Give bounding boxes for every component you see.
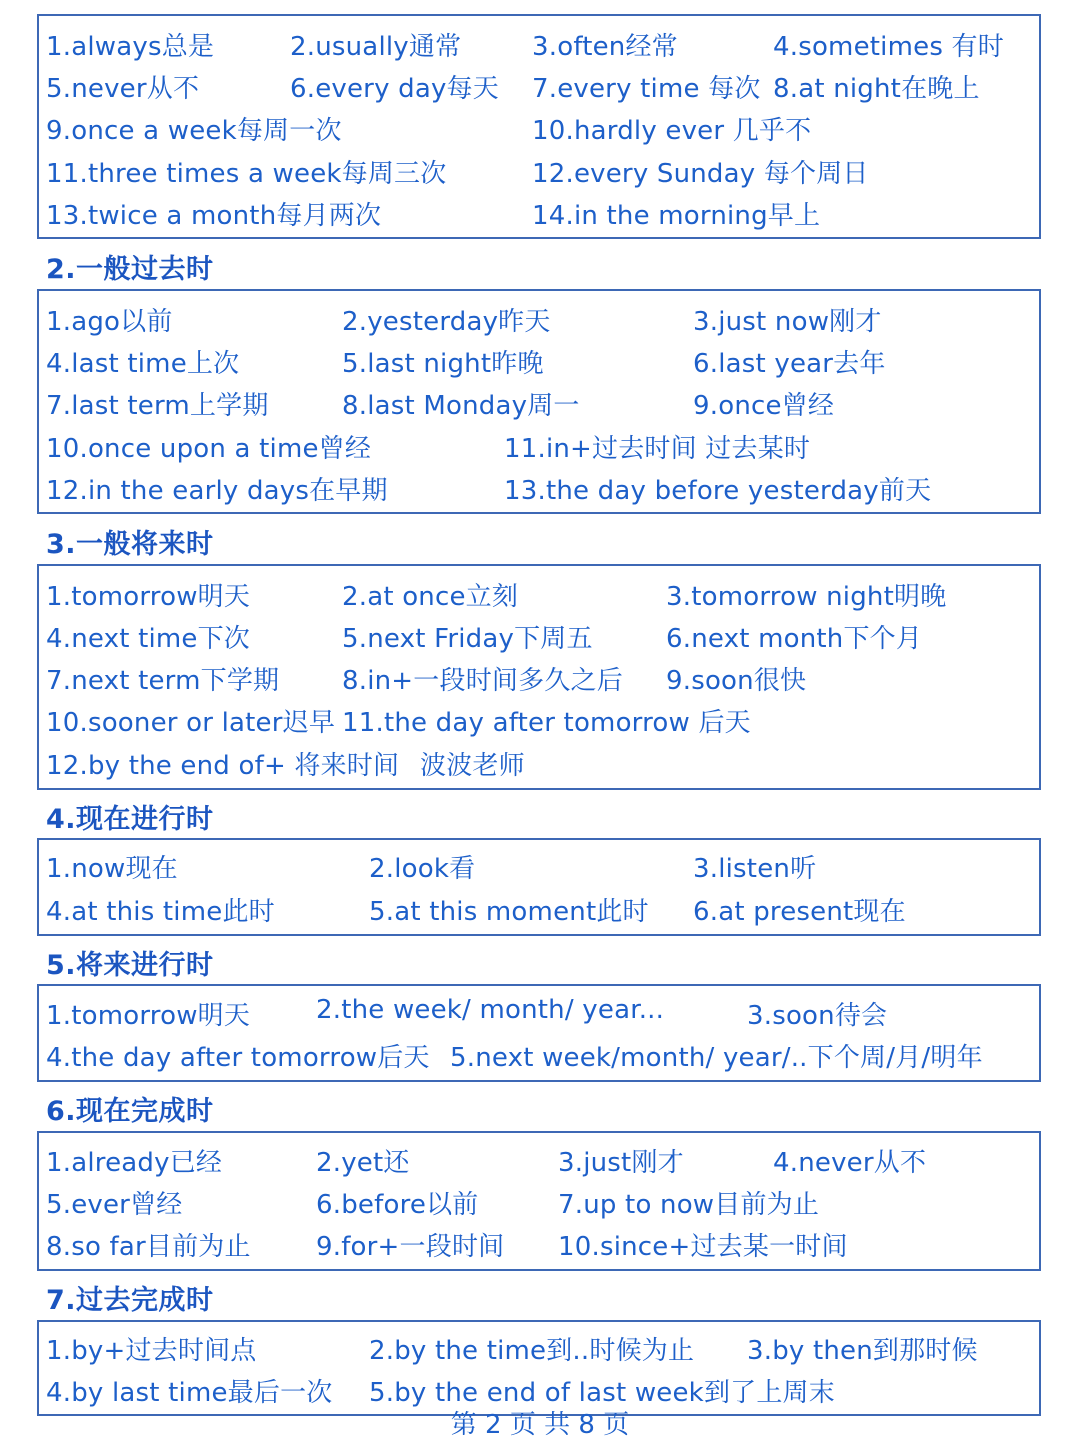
list-item: 8.at night在晚上 — [773, 74, 980, 104]
list-item: 2.look看 — [369, 854, 476, 884]
list-item: 1.always总是 — [46, 32, 215, 62]
list-item: 3.often经常 — [532, 32, 678, 62]
list-item: 5.next Friday下周五 — [342, 624, 593, 654]
list-item: 4.at this time此时 — [46, 897, 275, 927]
list-item: 12.by the end of+ 将来时间 — [46, 751, 400, 781]
page-number: 第 2 页 共 8 页 — [450, 1410, 630, 1440]
list-item: 12.in the early days在早期 — [46, 476, 388, 506]
list-item: 4.by last time最后一次 — [46, 1378, 333, 1408]
list-item: 4.never从不 — [773, 1148, 927, 1178]
list-item: 7.next term下学期 — [46, 666, 280, 696]
list-item: 5.ever曾经 — [46, 1190, 183, 1220]
list-item: 12.every Sunday 每个周日 — [532, 159, 869, 189]
list-item: 8.in+一段时间多久之后 — [342, 666, 623, 696]
list-item: 1.already已经 — [46, 1148, 223, 1178]
list-item: 8.last Monday周一 — [342, 391, 580, 421]
list-item: 7.every time 每次 — [532, 74, 761, 104]
list-item: 5.at this moment此时 — [369, 897, 649, 927]
section-heading: 7.过去完成时 — [46, 1285, 214, 1316]
list-item: 4.last time上次 — [46, 349, 240, 379]
list-item: 14.in the morning早上 — [532, 201, 821, 231]
section-heading: 3.一般将来时 — [46, 529, 214, 560]
list-item: 6.last year去年 — [693, 349, 886, 379]
list-item: 13.twice a month每月两次 — [46, 201, 382, 231]
list-item: 10.sooner or later迟早 — [46, 708, 336, 738]
list-item: 2.at once立刻 — [342, 582, 519, 612]
list-item: 3.listen听 — [693, 854, 817, 884]
list-item: 4.next time下次 — [46, 624, 251, 654]
list-item: 6.next month下个月 — [666, 624, 923, 654]
list-item: 2.the week/ month/ year... — [316, 995, 665, 1025]
list-item: 5.never从不 — [46, 74, 200, 104]
list-item: 11.the day after tomorrow 后天 — [342, 708, 751, 738]
list-item: 6.before以前 — [316, 1190, 479, 1220]
list-item: 1.tomorrow明天 — [46, 582, 251, 612]
list-item: 2.by the time到..时候为止 — [369, 1336, 695, 1366]
section-heading: 6.现在完成时 — [46, 1096, 214, 1127]
list-item: 1.ago以前 — [46, 307, 173, 337]
teacher-signature: 波波老师 — [420, 751, 525, 781]
list-item: 10.once upon a time曾经 — [46, 434, 372, 464]
list-item: 2.yet还 — [316, 1148, 410, 1178]
list-item: 2.yesterday昨天 — [342, 307, 551, 337]
list-item: 2.usually通常 — [290, 32, 462, 62]
list-item: 5.by the end of last week到了上周末 — [369, 1378, 835, 1408]
list-item: 1.tomorrow明天 — [46, 1001, 251, 1031]
list-item: 6.every day每天 — [290, 74, 499, 104]
list-item: 3.by then到那时候 — [747, 1336, 978, 1366]
list-item: 3.just刚才 — [558, 1148, 684, 1178]
list-item: 9.soon很快 — [666, 666, 807, 696]
list-item: 6.at present现在 — [693, 897, 906, 927]
list-item: 1.by+过去时间点 — [46, 1336, 257, 1366]
list-item: 1.now现在 — [46, 854, 178, 884]
list-item: 3.tomorrow night明晚 — [666, 582, 947, 612]
list-item: 4.the day after tomorrow后天 — [46, 1043, 430, 1073]
list-item: 5.next week/month/ year/..下个周/月/明年 — [450, 1043, 983, 1073]
list-item: 8.so far目前为止 — [46, 1232, 251, 1262]
list-item: 11.three times a week每周三次 — [46, 159, 447, 189]
list-item: 13.the day before yesterday前天 — [504, 476, 932, 506]
list-item: 9.for+一段时间 — [316, 1232, 505, 1262]
list-item: 7.up to now目前为止 — [558, 1190, 820, 1220]
section-heading: 2.一般过去时 — [46, 254, 214, 285]
list-item: 3.just now刚才 — [693, 307, 882, 337]
section-heading: 4.现在进行时 — [46, 804, 214, 835]
list-item: 5.last night昨晚 — [342, 349, 544, 379]
list-item: 10.since+过去某一时间 — [558, 1232, 848, 1262]
section-heading: 5.将来进行时 — [46, 950, 214, 981]
list-item: 9.once a week每周一次 — [46, 116, 342, 146]
list-item: 11.in+过去时间 过去某时 — [504, 434, 811, 464]
list-item: 3.soon待会 — [747, 1001, 888, 1031]
list-item: 7.last term上学期 — [46, 391, 269, 421]
list-item: 9.once曾经 — [693, 391, 835, 421]
list-item: 4.sometimes 有时 — [773, 32, 1004, 62]
list-item: 10.hardly ever 几乎不 — [532, 116, 812, 146]
